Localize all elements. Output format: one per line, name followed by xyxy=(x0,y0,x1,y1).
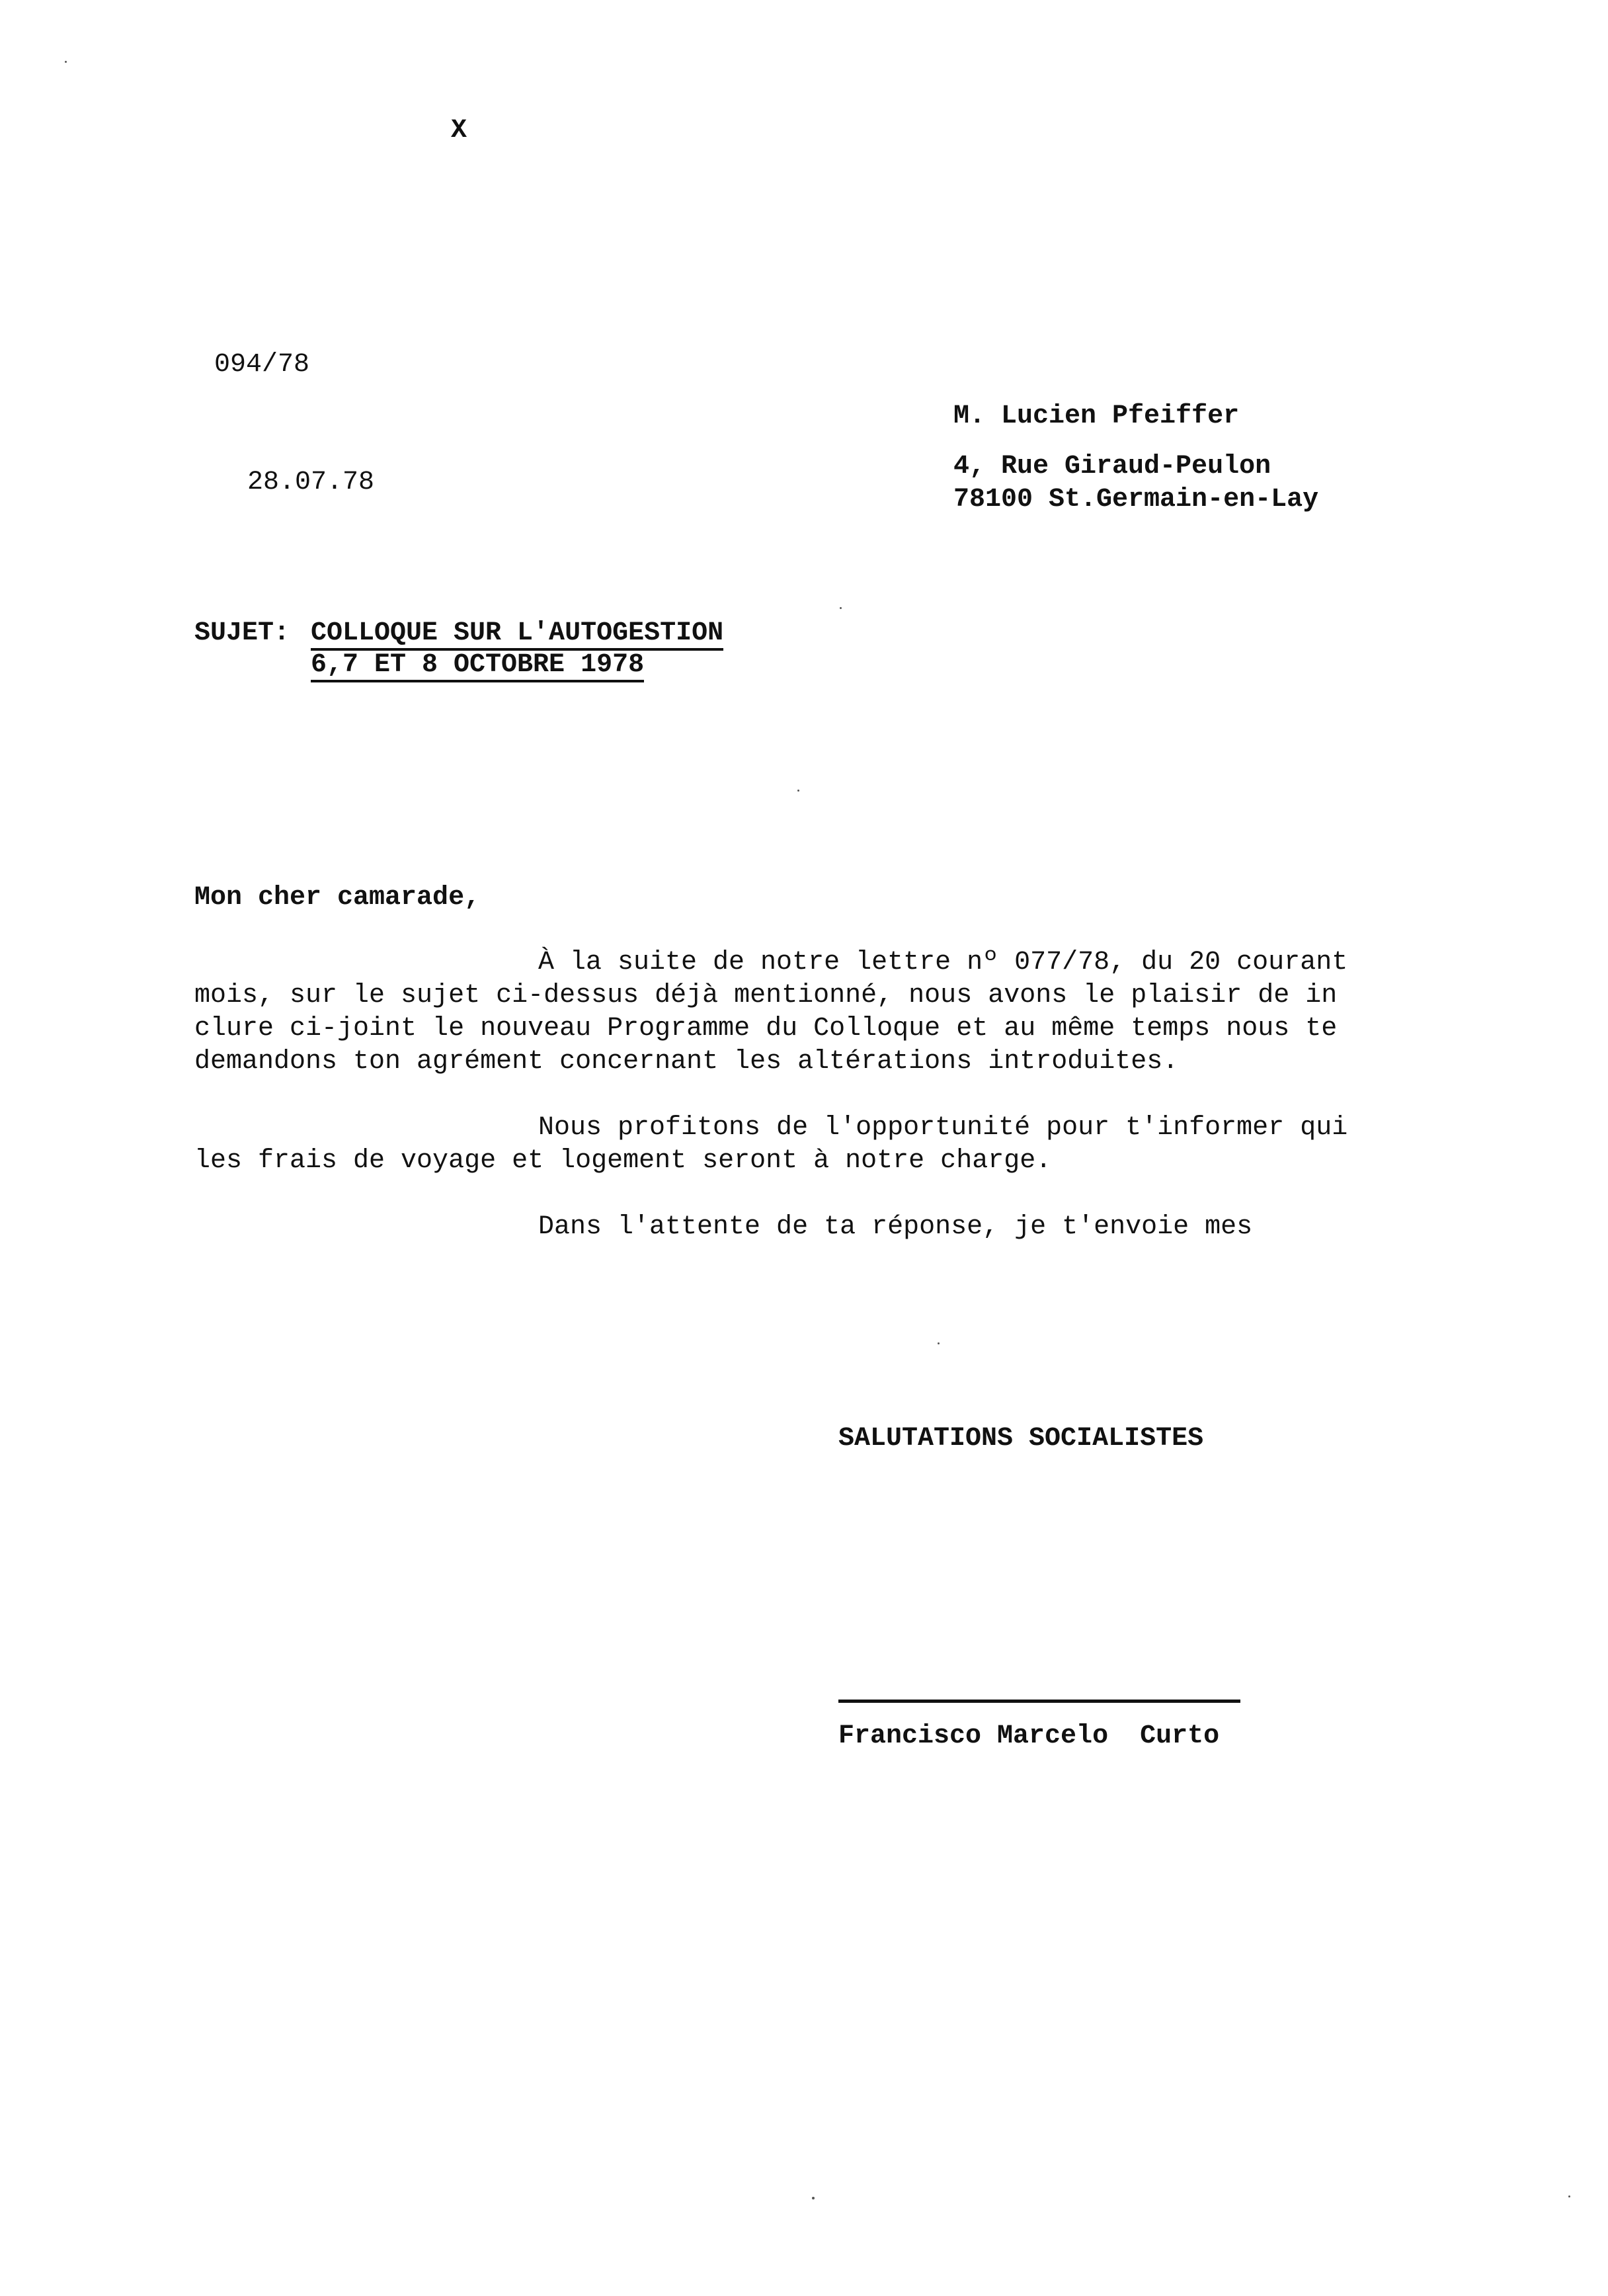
scan-speck xyxy=(1568,2195,1570,2197)
para2-line-1: Nous profitons de l'opportunité pour t'informer qui xyxy=(538,1113,1348,1143)
subject-line-1: COLLOQUE SUR L'AUTOGESTION xyxy=(311,620,723,651)
signature-line xyxy=(838,1700,1240,1703)
scan-speck xyxy=(840,607,842,609)
para1-line-2: mois, sur le sujet ci-dessus déjà mentionné, nous avons le plaisir de in xyxy=(194,981,1338,1010)
recipient-street: 4, Rue Giraud-Peulon xyxy=(953,452,1271,481)
letter-date: 28.07.78 xyxy=(247,468,375,497)
scan-speck xyxy=(65,61,67,63)
para3-line-1: Dans l'attente de ta réponse, je t'envoie mes xyxy=(538,1212,1253,1242)
para1-line-4: demandons ton agrément concernant les altérations introduites. xyxy=(194,1047,1179,1077)
para1-line-3: clure ci-joint le nouveau Programme du Colloque et au même temps nous te xyxy=(194,1014,1338,1044)
scan-speck xyxy=(797,790,799,792)
signatory-name: Francisco Marcelo Curto xyxy=(838,1721,1220,1751)
para1-line-1: À la suite de notre lettre nº 077/78, du 20 courant xyxy=(538,948,1348,977)
subject-label: SUJET: xyxy=(194,618,290,648)
salutation: Mon cher camarade, xyxy=(194,883,481,913)
recipient-city: 78100 St.Germain-en-Lay xyxy=(953,485,1319,514)
scan-speck xyxy=(938,1342,940,1344)
recipient-name: M. Lucien Pfeiffer xyxy=(953,401,1240,431)
para2-line-2: les frais de voyage et logement seront à notre charge. xyxy=(194,1146,1052,1176)
scan-speck xyxy=(812,2197,815,2199)
reference-number: 094/78 xyxy=(214,350,310,380)
header-mark: X xyxy=(451,116,467,145)
subject-line-2: 6,7 ET 8 OCTOBRE 1978 xyxy=(311,652,644,682)
closing-salutations: SALUTATIONS SOCIALISTES xyxy=(838,1424,1204,1454)
